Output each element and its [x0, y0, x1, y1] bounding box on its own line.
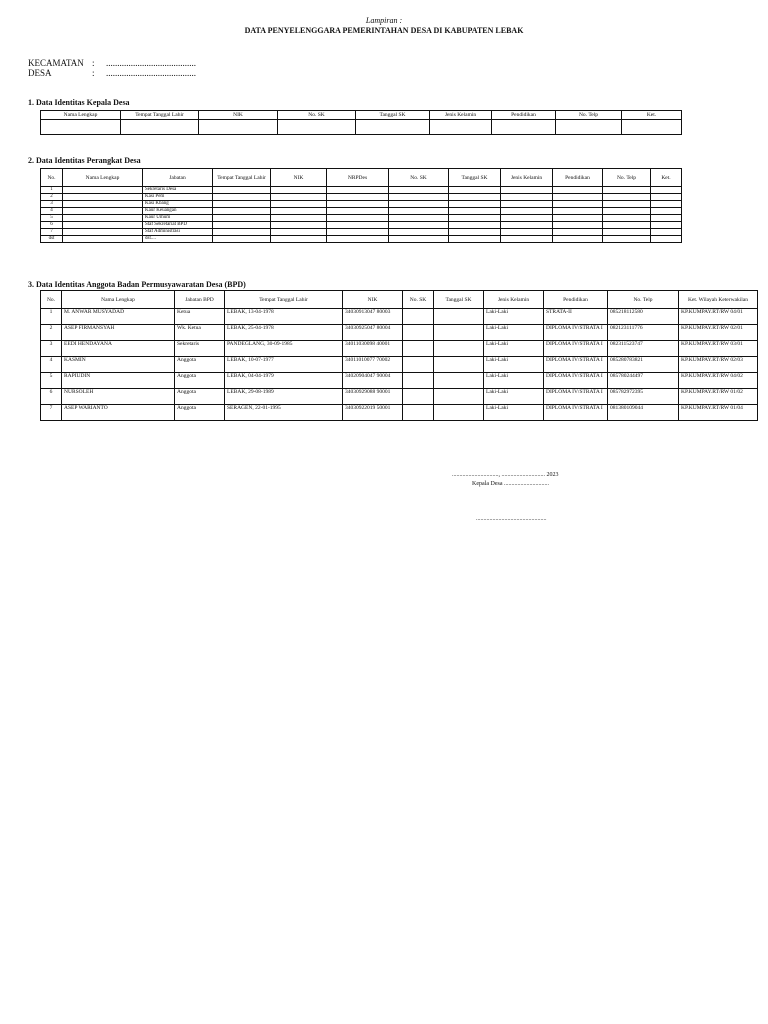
- table-cell: [271, 215, 327, 222]
- nik-cell: 34030922019 50001: [343, 405, 403, 421]
- jabatan-cell: Kasi Pem: [143, 194, 213, 201]
- table-row: [41, 215, 682, 222]
- table-cell: [41, 120, 121, 135]
- signature-name-line: ...............................................: [476, 516, 547, 522]
- table-cell: [271, 187, 327, 194]
- table-row: [41, 236, 682, 243]
- table-cell: [271, 229, 327, 236]
- telp-cell: 081380109044: [608, 405, 679, 421]
- jenis-kelamin-cell: Laki-Laki: [484, 309, 544, 325]
- table-cell: [603, 215, 651, 222]
- pendidikan-cell: DIPLOMA IV/STRATA I: [544, 325, 608, 341]
- table-cell: [603, 201, 651, 208]
- ttl-cell: LEBAK, 29-08-1989: [225, 389, 343, 405]
- nama-cell: M. ANWAR MUSYADAD: [62, 309, 175, 325]
- row-number: 2: [41, 194, 63, 201]
- telp-cell: 085280783821: [608, 357, 679, 373]
- ttl-cell: LEBAK, 13-04-1978: [225, 309, 343, 325]
- table-cell: [213, 201, 271, 208]
- ttl-cell: LEBAK, 25-04-1978: [225, 325, 343, 341]
- row-number: 6: [41, 389, 62, 405]
- table-cell: [501, 222, 553, 229]
- table-row: [41, 222, 682, 229]
- jenis-kelamin-cell: Laki-Laki: [484, 325, 544, 341]
- table-cell: [327, 215, 389, 222]
- row-number: 7: [41, 229, 63, 236]
- sk-cell: [403, 341, 434, 357]
- nik-cell: 34011030098 40001: [343, 341, 403, 357]
- ttl-cell: LEBAK, 10-07-1977: [225, 357, 343, 373]
- column-header: Jenis Kelamin: [484, 291, 544, 309]
- keterangan-cell: KP.KUMPAY.RT/RW 04/01: [679, 309, 758, 325]
- column-header: No. Telp: [603, 169, 651, 187]
- column-header: Nama Lengkap: [63, 169, 143, 187]
- row-number: 2: [41, 325, 62, 341]
- column-header: Tempat Tanggal Lahir: [225, 291, 343, 309]
- jabatan-cell: Kasi Kbang: [143, 201, 213, 208]
- section-1-title: 1. Data Identitas Kepala Desa: [28, 98, 130, 107]
- table-cell: [356, 120, 430, 135]
- row-number: 1: [41, 309, 62, 325]
- table-row: [41, 208, 682, 215]
- table-cell: [327, 201, 389, 208]
- desa-label: DESA: [28, 68, 52, 78]
- table-cell: [213, 194, 271, 201]
- jenis-kelamin-cell: Laki-Laki: [484, 373, 544, 389]
- table-cell: [449, 194, 501, 201]
- ttl-cell: LEBAK, 04-04-1979: [225, 373, 343, 389]
- table-row: [41, 187, 682, 194]
- nama-cell: NURSOLEH: [62, 389, 175, 405]
- table-cell: [213, 208, 271, 215]
- table-cell: [492, 120, 556, 135]
- table-cell: [603, 236, 651, 243]
- column-header: NRPDes: [327, 169, 389, 187]
- desa-colon: :: [92, 68, 95, 78]
- table-cell: [501, 229, 553, 236]
- telp-cell: 082311523747: [608, 341, 679, 357]
- table-cell: [553, 229, 603, 236]
- column-header: NIK: [271, 169, 327, 187]
- tanggal-sk-cell: [434, 405, 484, 421]
- table-cell: [501, 187, 553, 194]
- jabatan-cell: Anggota: [175, 405, 225, 421]
- lampiran-label: Lampiran :: [365, 16, 403, 25]
- keterangan-cell: KP.KUMPAY.RT/RW 03/01: [679, 341, 758, 357]
- column-header: Ket.: [622, 111, 682, 120]
- table-cell: [389, 194, 449, 201]
- table-cell: [213, 222, 271, 229]
- bpd-rows: [41, 309, 758, 421]
- tanggal-sk-cell: [434, 325, 484, 341]
- jenis-kelamin-cell: Laki-Laki: [484, 389, 544, 405]
- row-number: 3: [41, 341, 62, 357]
- table-row: [41, 194, 682, 201]
- keterangan-cell: KP.KUMPAY.RT/RW 01/02: [679, 389, 758, 405]
- table-cell: [327, 229, 389, 236]
- tanggal-sk-cell: [434, 309, 484, 325]
- jabatan-cell: Anggota: [175, 373, 225, 389]
- table-cell: [389, 222, 449, 229]
- nama-cell: [63, 187, 143, 194]
- table-cell: [553, 236, 603, 243]
- column-header: Tempat Tanggal Lahir: [213, 169, 271, 187]
- table-row: [41, 405, 758, 421]
- column-header: No. Telp: [608, 291, 679, 309]
- tanggal-sk-cell: [434, 389, 484, 405]
- table-cell: [501, 194, 553, 201]
- jabatan-cell: dst....: [143, 236, 213, 243]
- tanggal-sk-cell: [434, 357, 484, 373]
- jabatan-cell: Sekretaris: [175, 341, 225, 357]
- desa-field: [28, 68, 196, 78]
- jabatan-cell: Staf Sekretariat BPD: [143, 222, 213, 229]
- pendidikan-cell: DIPLOMA IV/STRATA I: [544, 405, 608, 421]
- pendidikan-cell: DIPLOMA IV/STRATA I: [544, 389, 608, 405]
- table-cell: [327, 208, 389, 215]
- signature-role: Kepala Desa ..............................: [472, 481, 549, 487]
- table-cell: [449, 222, 501, 229]
- table-row: [41, 357, 758, 373]
- nik-cell: 34030913047 80003: [343, 309, 403, 325]
- nama-cell: ASEP FIRMANSYAH: [62, 325, 175, 341]
- table-cell: [213, 229, 271, 236]
- jabatan-cell: Wk. Ketua: [175, 325, 225, 341]
- table-cell: [278, 120, 356, 135]
- kecamatan-colon: :: [92, 58, 95, 68]
- table-row: [41, 120, 682, 135]
- table-cell: [553, 187, 603, 194]
- row-number: 1: [41, 187, 63, 194]
- table-cell: [213, 236, 271, 243]
- row-number: 5: [41, 373, 62, 389]
- pendidikan-cell: STRATA-II: [544, 309, 608, 325]
- row-number: 6: [41, 222, 63, 229]
- table-cell: [449, 187, 501, 194]
- table-header-row: [41, 111, 682, 120]
- table-cell: [449, 236, 501, 243]
- table-cell: [271, 222, 327, 229]
- table-cell: [651, 222, 682, 229]
- telp-cell: 082123111776: [608, 325, 679, 341]
- table-cell: [327, 236, 389, 243]
- column-header: Ket. Wilayah Keterwakilan: [679, 291, 758, 309]
- table-cell: [449, 208, 501, 215]
- sk-cell: [403, 389, 434, 405]
- table-cell: [449, 201, 501, 208]
- telp-cell: 085782972395: [608, 389, 679, 405]
- table-cell: [651, 208, 682, 215]
- table-cell: [449, 215, 501, 222]
- table-row: [41, 309, 758, 325]
- pendidikan-cell: DIPLOMA IV/STRATA I: [544, 373, 608, 389]
- column-header: Jenis Kelamin: [501, 169, 553, 187]
- nama-cell: [63, 229, 143, 236]
- sk-cell: [403, 325, 434, 341]
- document-title: DATA PENYELENGGARA PEMERINTAHAN DESA DI KABUPATEN LEBAK: [244, 26, 524, 35]
- table-cell: [553, 194, 603, 201]
- kepala-desa-table: [40, 110, 682, 135]
- table-cell: [121, 120, 199, 135]
- nik-cell: 34020904047 90004: [343, 373, 403, 389]
- column-header: No. SK: [389, 169, 449, 187]
- column-header: No. Telp: [556, 111, 622, 120]
- nama-cell: [63, 215, 143, 222]
- table-header-row: [41, 169, 682, 187]
- column-header: No.: [41, 169, 63, 187]
- telp-cell: 085218112580: [608, 309, 679, 325]
- table-cell: [271, 194, 327, 201]
- column-header: No. SK: [278, 111, 356, 120]
- table-row: [41, 201, 682, 208]
- table-cell: [651, 194, 682, 201]
- nama-cell: [63, 201, 143, 208]
- nama-cell: KASMIN: [62, 357, 175, 373]
- telp-cell: 085780244497: [608, 373, 679, 389]
- jenis-kelamin-cell: Laki-Laki: [484, 341, 544, 357]
- table-cell: [603, 229, 651, 236]
- table-cell: [389, 215, 449, 222]
- table-cell: [271, 208, 327, 215]
- column-header: Pendidikan: [492, 111, 556, 120]
- table-row: [41, 341, 758, 357]
- column-header: Nama Lengkap: [62, 291, 175, 309]
- table-cell: [553, 215, 603, 222]
- nama-cell: [63, 222, 143, 229]
- table-cell: [553, 201, 603, 208]
- perangkat-desa-rows: [41, 187, 682, 243]
- table-row: [41, 325, 758, 341]
- nik-cell: 34030925047 80004: [343, 325, 403, 341]
- keterangan-cell: KP.KUMPAY.RT/RW 01/04: [679, 405, 758, 421]
- column-header: Nama Lengkap: [41, 111, 121, 120]
- table-cell: [501, 215, 553, 222]
- nik-cell: 34030929088 90001: [343, 389, 403, 405]
- row-number: 7: [41, 405, 62, 421]
- table-cell: [651, 201, 682, 208]
- column-header: Ket.: [651, 169, 682, 187]
- table-cell: [553, 222, 603, 229]
- table-cell: [603, 187, 651, 194]
- table-cell: [622, 120, 682, 135]
- section-2-title: 2. Data Identitas Perangkat Desa: [28, 156, 141, 165]
- bpd-table: [40, 290, 758, 421]
- jabatan-cell: Ketua: [175, 309, 225, 325]
- keterangan-cell: KP.KUMPAY.RT/RW 02/01: [679, 325, 758, 341]
- row-number: 5: [41, 215, 63, 222]
- jabatan-cell: Sekretaris Desa: [143, 187, 213, 194]
- table-cell: [389, 236, 449, 243]
- table-cell: [603, 208, 651, 215]
- table-cell: [389, 187, 449, 194]
- column-header: Pendidikan: [553, 169, 603, 187]
- table-cell: [603, 222, 651, 229]
- column-header: Tanggal SK: [356, 111, 430, 120]
- table-row: [41, 373, 758, 389]
- nama-cell: [63, 194, 143, 201]
- kecamatan-value: ........................................: [106, 58, 196, 68]
- row-number: dst: [41, 236, 63, 243]
- table-cell: [271, 201, 327, 208]
- column-header: Jabatan: [143, 169, 213, 187]
- table-row: [41, 389, 758, 405]
- keterangan-cell: KP.KUMPAY.RT/RW 02/03: [679, 357, 758, 373]
- nama-cell: ASEP WARIANTO: [62, 405, 175, 421]
- jabatan-cell: Kaur Keuangan: [143, 208, 213, 215]
- column-header: Tanggal SK: [434, 291, 484, 309]
- section-3-title: 3. Data Identitas Anggota Badan Permusyawaratan Desa (BPD): [28, 280, 246, 289]
- keterangan-cell: KP.KUMPAY.RT/RW 04/02: [679, 373, 758, 389]
- perangkat-desa-table: [40, 168, 682, 243]
- table-cell: [389, 229, 449, 236]
- table-cell: [430, 120, 492, 135]
- table-cell: [651, 215, 682, 222]
- column-header: Tempat Tanggal Lahir: [121, 111, 199, 120]
- ttl-cell: SERAGEN, 22-01-1995: [225, 405, 343, 421]
- table-row: [41, 229, 682, 236]
- kecamatan-label: KECAMATAN: [28, 58, 84, 68]
- row-number: 3: [41, 201, 63, 208]
- table-cell: [553, 208, 603, 215]
- sk-cell: [403, 405, 434, 421]
- sk-cell: [403, 373, 434, 389]
- signature-date-line: ..............................., ............................. 2023: [452, 472, 559, 478]
- jabatan-cell: Staf Administrasi: [143, 229, 213, 236]
- table-cell: [501, 201, 553, 208]
- jabatan-cell: Anggota: [175, 389, 225, 405]
- kecamatan-field: [28, 58, 196, 68]
- table-cell: [449, 229, 501, 236]
- jenis-kelamin-cell: Laki-Laki: [484, 357, 544, 373]
- table-cell: [651, 236, 682, 243]
- table-cell: [327, 187, 389, 194]
- column-header: Jenis Kelamin: [430, 111, 492, 120]
- table-cell: [271, 236, 327, 243]
- nama-cell: [63, 236, 143, 243]
- nama-cell: RAPIUDIN: [62, 373, 175, 389]
- table-cell: [556, 120, 622, 135]
- jabatan-cell: Anggota: [175, 357, 225, 373]
- table-header-row: [41, 291, 758, 309]
- table-cell: [327, 222, 389, 229]
- column-header: No.: [41, 291, 62, 309]
- row-number: 4: [41, 208, 63, 215]
- column-header: Tanggal SK: [449, 169, 501, 187]
- pendidikan-cell: DIPLOMA IV/STRATA I: [544, 357, 608, 373]
- table-cell: [651, 229, 682, 236]
- nik-cell: 34011010077 70002: [343, 357, 403, 373]
- table-cell: [213, 215, 271, 222]
- column-header: NIK: [199, 111, 278, 120]
- table-cell: [603, 194, 651, 201]
- jenis-kelamin-cell: Laki-Laki: [484, 405, 544, 421]
- table-cell: [389, 201, 449, 208]
- table-cell: [501, 208, 553, 215]
- table-cell: [327, 194, 389, 201]
- column-header: Pendidikan: [544, 291, 608, 309]
- column-header: No. SK: [403, 291, 434, 309]
- desa-value: ........................................: [106, 68, 196, 78]
- nama-cell: EEDI HENDAYANA: [62, 341, 175, 357]
- sk-cell: [403, 357, 434, 373]
- pendidikan-cell: DIPLOMA IV/STRATA I: [544, 341, 608, 357]
- sk-cell: [403, 309, 434, 325]
- tanggal-sk-cell: [434, 373, 484, 389]
- column-header: NIK: [343, 291, 403, 309]
- table-cell: [501, 236, 553, 243]
- jabatan-cell: Kaur Umum: [143, 215, 213, 222]
- table-cell: [389, 208, 449, 215]
- table-cell: [651, 187, 682, 194]
- nama-cell: [63, 208, 143, 215]
- column-header: Jabatan BPD: [175, 291, 225, 309]
- table-cell: [213, 187, 271, 194]
- row-number: 4: [41, 357, 62, 373]
- tanggal-sk-cell: [434, 341, 484, 357]
- ttl-cell: PANDEGLANG, 30-09-1985: [225, 341, 343, 357]
- table-cell: [199, 120, 278, 135]
